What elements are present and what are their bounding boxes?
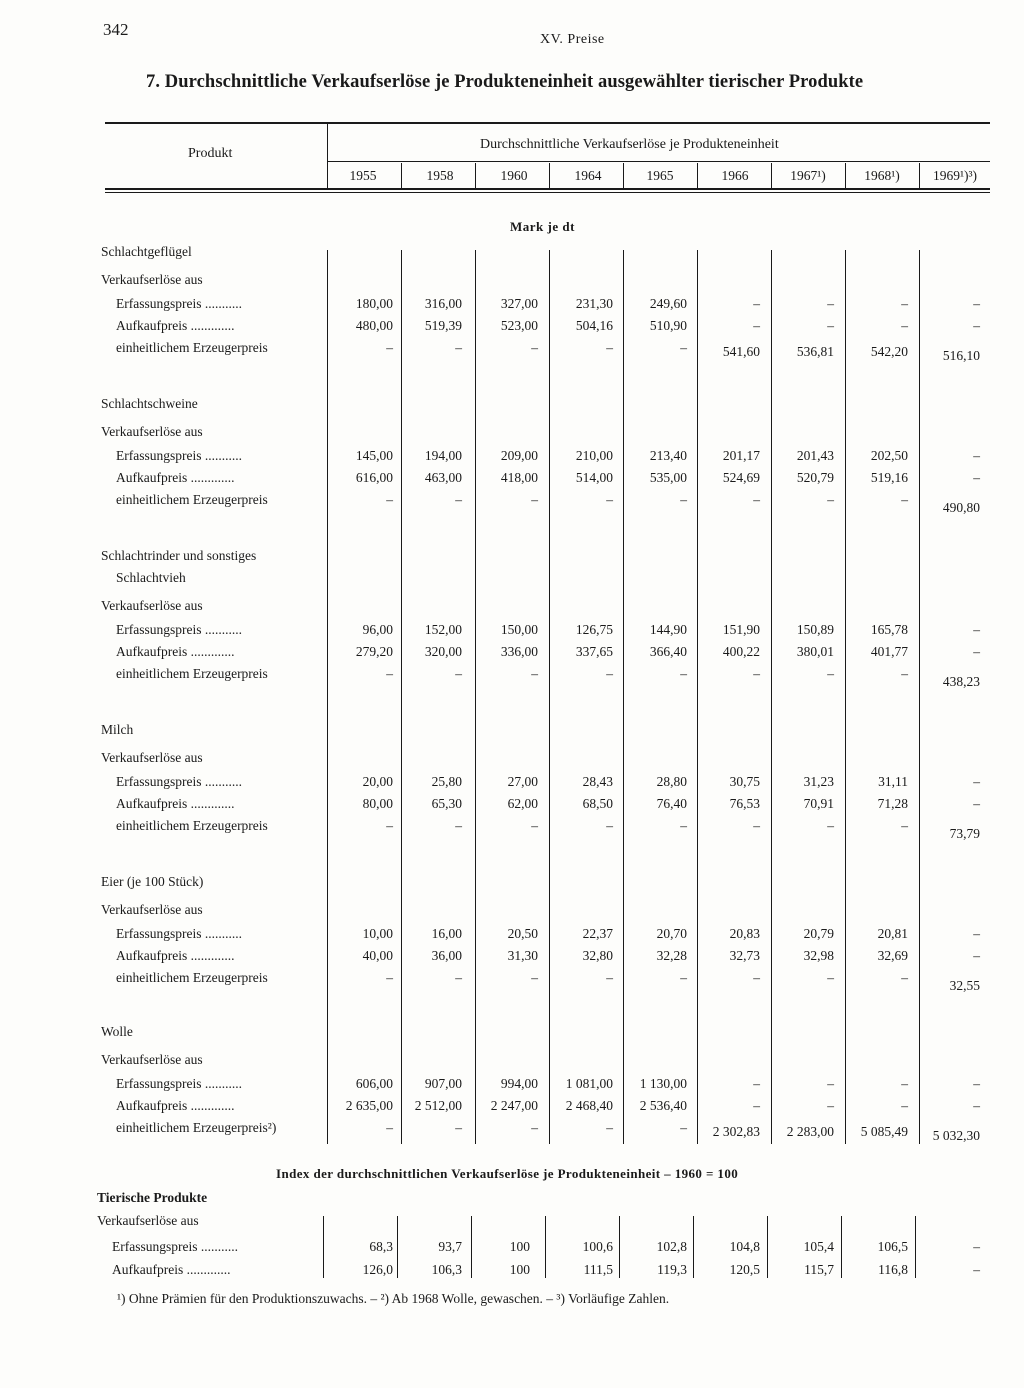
index-cell-value: 104,8 — [729, 1239, 760, 1254]
cell-value: 71,28 — [877, 796, 908, 811]
cell-value: – — [386, 1120, 393, 1135]
index-subheading: Verkaufserlöse aus — [97, 1213, 199, 1228]
cell-value: 536,81 — [796, 344, 834, 359]
index-column-divider — [841, 1216, 842, 1278]
column-divider — [327, 250, 328, 1144]
row-label-erfassung: Erfassungspreis ........... — [116, 448, 242, 463]
year-header: 1969¹)³) — [932, 168, 978, 183]
cell-value: 32,80 — [582, 948, 613, 963]
subheading: Verkaufserlöse aus — [101, 272, 203, 287]
cell-value: 279,20 — [355, 644, 393, 659]
index-column-divider — [323, 1216, 324, 1278]
cell-value: – — [531, 492, 538, 507]
running-head: XV. Preise — [540, 32, 605, 47]
index-column-divider — [471, 1216, 472, 1278]
cell-value: – — [680, 666, 687, 681]
col-header-group: Durchschnittliche Verkaufserlöse je Produkteneinheit — [480, 137, 779, 152]
cell-value: – — [680, 818, 687, 833]
cell-value: 16,00 — [431, 926, 462, 941]
cell-value: – — [901, 318, 908, 333]
cell-value: – — [827, 1098, 834, 1113]
cell-value: – — [753, 970, 760, 985]
cell-value: – — [973, 1076, 980, 1091]
index-cell-value: 68,3 — [369, 1239, 393, 1254]
group-name: Schlachtrinder und sonstiges — [101, 548, 257, 563]
cell-value: – — [386, 666, 393, 681]
year-header-divider — [623, 163, 624, 188]
cell-value: – — [753, 666, 760, 681]
cell-value: 606,00 — [355, 1076, 393, 1091]
col-header-product: Produkt — [188, 146, 233, 161]
cell-value: 20,50 — [507, 926, 538, 941]
row-label-erfassung: Erfassungspreis ........... — [116, 774, 242, 789]
cell-value: – — [455, 666, 462, 681]
cell-value: – — [901, 666, 908, 681]
column-divider — [475, 250, 476, 1144]
cell-value: 202,50 — [870, 448, 908, 463]
cell-value: 2 512,00 — [414, 1098, 462, 1113]
unit-label: Mark je dt — [510, 219, 575, 234]
year-header: 1967¹) — [790, 168, 826, 183]
cell-value: 31,30 — [507, 948, 538, 963]
cell-value: – — [973, 470, 980, 485]
cell-value: – — [973, 796, 980, 811]
row-label-einheitlich: einheitlichem Erzeugerpreis²) — [116, 1120, 277, 1135]
index-cell-value: 100 — [509, 1239, 530, 1254]
cell-value: 504,16 — [575, 318, 613, 333]
subheading: Verkaufserlöse aus — [101, 750, 203, 765]
cell-value: 96,00 — [362, 622, 393, 637]
cell-value: – — [386, 818, 393, 833]
cell-value: 150,00 — [500, 622, 538, 637]
cell-value: 28,80 — [656, 774, 687, 789]
cell-value: – — [606, 666, 613, 681]
cell-value: – — [455, 492, 462, 507]
group-name: Schlachtgeflügel — [101, 244, 192, 259]
cell-value: 210,00 — [575, 448, 613, 463]
cell-value: – — [901, 1098, 908, 1113]
cell-value: – — [901, 970, 908, 985]
cell-value: – — [753, 1098, 760, 1113]
group-name: Wolle — [101, 1024, 133, 1039]
index-column-divider — [693, 1216, 694, 1278]
cell-value: 27,00 — [507, 774, 538, 789]
cell-value: – — [606, 818, 613, 833]
cell-value: 126,75 — [575, 622, 613, 637]
cell-value: 152,00 — [424, 622, 462, 637]
column-divider — [623, 250, 624, 1144]
row-label-einheitlich: einheitlichem Erzeugerpreis — [116, 818, 268, 833]
cell-value: 165,78 — [870, 622, 908, 637]
cell-value: – — [753, 318, 760, 333]
cell-value: – — [901, 818, 908, 833]
row-label-erfassung: Erfassungspreis ........... — [116, 1076, 242, 1091]
cell-value: 20,79 — [803, 926, 834, 941]
row-label-erfassung: Erfassungspreis ........... — [116, 296, 242, 311]
cell-value: – — [531, 818, 538, 833]
cell-value: – — [531, 340, 538, 355]
column-divider — [919, 250, 920, 1144]
row-label-aufkauf: Aufkaufpreis ............. — [116, 470, 235, 485]
cell-value: 380,01 — [796, 644, 834, 659]
cell-value: 32,28 — [656, 948, 687, 963]
cell-value: 907,00 — [424, 1076, 462, 1091]
cell-value: 366,40 — [649, 644, 687, 659]
cell-value: – — [606, 492, 613, 507]
cell-value: 30,75 — [729, 774, 760, 789]
group-name: Milch — [101, 722, 134, 737]
row-label-aufkauf: Aufkaufpreis ............. — [116, 318, 235, 333]
year-header-divider — [771, 163, 772, 188]
cell-value: 510,90 — [649, 318, 687, 333]
index-cell-value: 116,8 — [878, 1262, 908, 1277]
cell-value: – — [827, 318, 834, 333]
row-label-einheitlich: einheitlichem Erzeugerpreis — [116, 970, 268, 985]
cell-value: 463,00 — [424, 470, 462, 485]
cell-value: – — [680, 340, 687, 355]
cell-value: – — [753, 492, 760, 507]
cell-value: – — [901, 492, 908, 507]
index-cell-value: 119,3 — [657, 1262, 687, 1277]
index-cell-value: – — [973, 1262, 980, 1277]
cell-value: 5 085,49 — [860, 1124, 908, 1139]
year-header: 1964 — [574, 168, 602, 183]
cell-value: – — [606, 970, 613, 985]
cell-value: 438,23 — [942, 674, 980, 689]
index-cell-value: 100,6 — [582, 1239, 613, 1254]
cell-value: 20,70 — [656, 926, 687, 941]
cell-value: 20,81 — [877, 926, 908, 941]
cell-value: – — [827, 1076, 834, 1091]
cell-value: 524,69 — [722, 470, 760, 485]
cell-value: – — [455, 340, 462, 355]
cell-value: – — [531, 666, 538, 681]
year-header-divider — [845, 163, 846, 188]
cell-value: 151,90 — [722, 622, 760, 637]
cell-value: – — [531, 1120, 538, 1135]
cell-value: 76,53 — [729, 796, 760, 811]
cell-value: 1 081,00 — [565, 1076, 613, 1091]
row-label-aufkauf: Aufkaufpreis ............. — [116, 644, 235, 659]
year-header-divider — [475, 163, 476, 188]
cell-value: – — [455, 1120, 462, 1135]
cell-value: – — [973, 926, 980, 941]
cell-value: 73,79 — [949, 826, 980, 841]
cell-value: 28,43 — [582, 774, 613, 789]
cell-value: – — [827, 492, 834, 507]
cell-value: – — [386, 970, 393, 985]
cell-value: – — [901, 296, 908, 311]
cell-value: 25,80 — [431, 774, 462, 789]
index-cell-value: 102,8 — [656, 1239, 687, 1254]
cell-value: 2 302,83 — [712, 1124, 760, 1139]
group-name: Eier (je 100 Stück) — [101, 874, 204, 889]
cell-value: 40,00 — [362, 948, 393, 963]
page-number: 342 — [103, 20, 129, 39]
cell-value: 80,00 — [362, 796, 393, 811]
index-column-divider — [767, 1216, 768, 1278]
cell-value: – — [386, 492, 393, 507]
cell-value: – — [827, 970, 834, 985]
cell-value: 145,00 — [355, 448, 393, 463]
cell-value: 194,00 — [424, 448, 462, 463]
cell-value: 31,11 — [878, 774, 908, 789]
cell-value: 22,37 — [582, 926, 613, 941]
cell-value: – — [386, 340, 393, 355]
cell-value: – — [973, 296, 980, 311]
cell-value: 337,65 — [575, 644, 613, 659]
cell-value: 490,80 — [942, 500, 980, 515]
year-header-divider — [549, 163, 550, 188]
cell-value: 327,00 — [500, 296, 538, 311]
cell-value: – — [753, 296, 760, 311]
cell-value: – — [531, 970, 538, 985]
cell-value: 994,00 — [500, 1076, 538, 1091]
index-cell-value: 93,7 — [438, 1239, 462, 1254]
index-cell-value: 105,4 — [803, 1239, 834, 1254]
subheading: Verkaufserlöse aus — [101, 598, 203, 613]
cell-value: – — [827, 296, 834, 311]
year-header-divider — [697, 163, 698, 188]
cell-value: 249,60 — [649, 296, 687, 311]
cell-value: 144,90 — [649, 622, 687, 637]
cell-value: – — [973, 948, 980, 963]
row-label-erfassung: Erfassungspreis ........... — [116, 926, 242, 941]
subheading: Verkaufserlöse aus — [101, 902, 203, 917]
header-bottom-rule-2 — [105, 192, 990, 193]
cell-value: – — [680, 492, 687, 507]
index-cell-value: 106,3 — [431, 1262, 462, 1277]
cell-value: 65,30 — [431, 796, 462, 811]
cell-value: 541,60 — [722, 344, 760, 359]
cell-value: 520,79 — [796, 470, 834, 485]
cell-value: 32,55 — [949, 978, 980, 993]
top-rule — [105, 122, 990, 124]
row-label-einheitlich: einheitlichem Erzeugerpreis — [116, 340, 268, 355]
cell-value: 2 468,40 — [565, 1098, 613, 1113]
index-row-label-aufkauf: Aufkaufpreis ............. — [112, 1262, 231, 1277]
row-label-einheitlich: einheitlichem Erzeugerpreis — [116, 492, 268, 507]
footnote: ¹) Ohne Prämien für den Produktionszuwachs. – ²) Ab 1968 Wolle, gewaschen. – ³) Vorläufige Zahlen. — [117, 1291, 670, 1306]
table-title: 7. Durchschnittliche Verkaufserlöse je Produkteneinheit ausgewählter tierischer Produkte — [146, 72, 864, 92]
cell-value: 519,16 — [870, 470, 908, 485]
cell-value: 20,00 — [362, 774, 393, 789]
cell-value: 336,00 — [500, 644, 538, 659]
cell-value: 213,40 — [649, 448, 687, 463]
row-label-erfassung: Erfassungspreis ........... — [116, 622, 242, 637]
cell-value: 32,73 — [729, 948, 760, 963]
cell-value: – — [680, 1120, 687, 1135]
cell-value: 201,43 — [796, 448, 834, 463]
cell-value: – — [606, 340, 613, 355]
cell-value: – — [827, 666, 834, 681]
cell-value: 20,83 — [729, 926, 760, 941]
header-bottom-rule — [105, 188, 990, 190]
cell-value: – — [455, 818, 462, 833]
row-label-einheitlich: einheitlichem Erzeugerpreis — [116, 666, 268, 681]
cell-value: 31,23 — [803, 774, 834, 789]
cell-value: 201,17 — [722, 448, 760, 463]
index-cell-value: 100 — [509, 1262, 530, 1277]
year-header-divider — [919, 163, 920, 188]
cell-value: 542,20 — [870, 344, 908, 359]
cell-value: 320,00 — [424, 644, 462, 659]
index-section-title: Index der durchschnittlichen Verkaufserlöse je Produkteneinheit – 1960 = 100 — [276, 1166, 739, 1181]
year-header-divider — [401, 163, 402, 188]
cell-value: – — [973, 644, 980, 659]
index-group-name: Tierische Produkte — [97, 1190, 208, 1205]
cell-value: 516,10 — [942, 348, 980, 363]
group-header-rule — [328, 161, 990, 162]
cell-value: – — [973, 1098, 980, 1113]
cell-value: 418,00 — [500, 470, 538, 485]
cell-value: – — [973, 318, 980, 333]
cell-value: 616,00 — [355, 470, 393, 485]
cell-value: – — [680, 970, 687, 985]
cell-value: – — [753, 818, 760, 833]
group-name-continued: Schlachtvieh — [116, 570, 186, 585]
index-cell-value: 115,7 — [804, 1262, 834, 1277]
column-divider — [771, 250, 772, 1144]
year-header: 1965 — [646, 168, 674, 183]
index-row-label-erfassung: Erfassungspreis ........... — [112, 1239, 238, 1254]
cell-value: 62,00 — [507, 796, 538, 811]
subheading: Verkaufserlöse aus — [101, 1052, 203, 1067]
index-column-divider — [545, 1216, 546, 1278]
cell-value: 5 032,30 — [932, 1128, 980, 1143]
cell-value: 68,50 — [582, 796, 613, 811]
cell-value: 523,00 — [500, 318, 538, 333]
row-label-aufkauf: Aufkaufpreis ............. — [116, 1098, 235, 1113]
cell-value: – — [753, 1076, 760, 1091]
cell-value: 535,00 — [649, 470, 687, 485]
cell-value: 150,89 — [796, 622, 834, 637]
cell-value: 36,00 — [431, 948, 462, 963]
cell-value: 231,30 — [575, 296, 613, 311]
index-cell-value: – — [973, 1239, 980, 1254]
index-column-divider — [397, 1216, 398, 1278]
cell-value: 1 130,00 — [639, 1076, 687, 1091]
index-cell-value: 126,0 — [362, 1262, 393, 1277]
column-divider — [549, 250, 550, 1144]
cell-value: 10,00 — [362, 926, 393, 941]
cell-value: – — [973, 622, 980, 637]
cell-value: – — [973, 448, 980, 463]
cell-value: 2 283,00 — [786, 1124, 834, 1139]
cell-value: – — [901, 1076, 908, 1091]
cell-value: 400,22 — [722, 644, 760, 659]
cell-value: – — [827, 818, 834, 833]
cell-value: 401,77 — [870, 644, 908, 659]
group-name: Schlachtschweine — [101, 396, 198, 411]
cell-value: 32,98 — [803, 948, 834, 963]
index-column-divider — [915, 1216, 916, 1278]
cell-value: 316,00 — [424, 296, 462, 311]
index-cell-value: 111,5 — [583, 1262, 613, 1277]
column-divider — [697, 250, 698, 1144]
row-label-aufkauf: Aufkaufpreis ............. — [116, 948, 235, 963]
index-cell-value: 106,5 — [877, 1239, 908, 1254]
cell-value: 209,00 — [500, 448, 538, 463]
index-column-divider — [619, 1216, 620, 1278]
column-divider — [401, 250, 402, 1144]
cell-value: 2 247,00 — [490, 1098, 538, 1113]
cell-value: 2 635,00 — [345, 1098, 393, 1113]
cell-value: – — [973, 774, 980, 789]
year-header: 1966 — [721, 168, 749, 183]
column-divider — [845, 250, 846, 1144]
year-header: 1955 — [349, 168, 377, 183]
cell-value: 2 536,40 — [639, 1098, 687, 1113]
row-label-aufkauf: Aufkaufpreis ............. — [116, 796, 235, 811]
year-header: 1960 — [500, 168, 528, 183]
year-header: 1958 — [426, 168, 454, 183]
year-header: 1968¹) — [864, 168, 900, 183]
cell-value: 76,40 — [656, 796, 687, 811]
cell-value: – — [606, 1120, 613, 1135]
cell-value: 180,00 — [355, 296, 393, 311]
subheading: Verkaufserlöse aus — [101, 424, 203, 439]
cell-value: 519,39 — [424, 318, 462, 333]
index-cell-value: 120,5 — [729, 1262, 760, 1277]
cell-value: – — [455, 970, 462, 985]
cell-value: 480,00 — [355, 318, 393, 333]
cell-value: 32,69 — [877, 948, 908, 963]
cell-value: 514,00 — [575, 470, 613, 485]
cell-value: 70,91 — [803, 796, 834, 811]
